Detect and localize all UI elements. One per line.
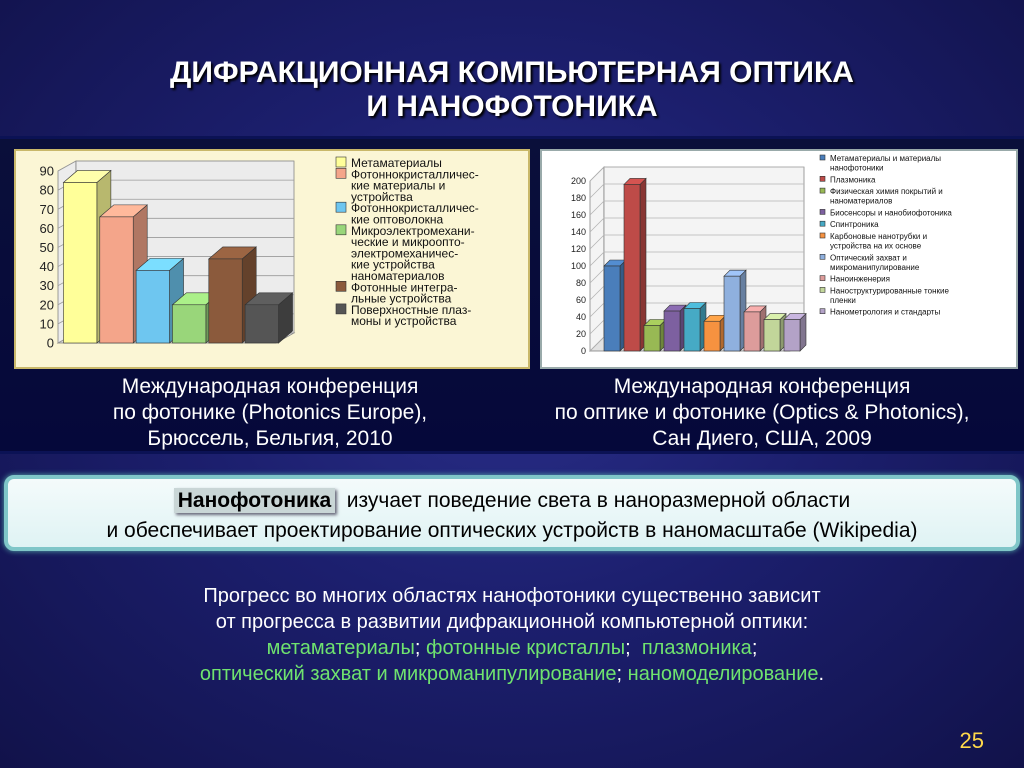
bar <box>744 312 760 351</box>
y-tick-label: 10 <box>39 316 54 332</box>
bar <box>604 266 620 351</box>
legend-label: кие оптоволокна <box>351 212 444 227</box>
legend-label: моны и устройства <box>351 314 457 329</box>
definition-line1-text: изучает поведение света в наноразмерной области <box>335 489 851 512</box>
y-tick-label: 40 <box>39 259 54 275</box>
legend-label: Физическая химия покрытий и <box>830 187 943 197</box>
legend-label: льные устройства <box>351 291 452 306</box>
definition-term: Нанофотоника <box>174 488 335 513</box>
caption-right-line: Сан Диего, США, 2009 <box>652 427 872 450</box>
separator: ; <box>414 637 426 659</box>
y-tick-label: 80 <box>39 182 54 198</box>
legend-label: Плазмоника <box>830 175 876 185</box>
bar <box>784 320 800 351</box>
bar <box>664 311 680 351</box>
legend-swatch <box>336 281 346 291</box>
bar <box>764 320 780 351</box>
legend-swatch <box>820 188 825 193</box>
item-photonic-crystals: фотонные кристаллы <box>425 637 626 659</box>
bar <box>63 182 96 343</box>
separator: ; <box>751 637 758 659</box>
y-tick-label: 60 <box>575 295 586 306</box>
caption-right <box>500 374 1024 452</box>
page-number: 25 <box>959 728 984 753</box>
y-tick-label: 0 <box>580 346 586 357</box>
legend-swatch <box>820 233 825 238</box>
separator: ; <box>625 637 642 659</box>
legend-label: пленки <box>830 295 856 305</box>
bar <box>209 259 242 343</box>
bar <box>704 321 720 351</box>
y-tick-label: 140 <box>570 227 586 238</box>
chart-optics-photonics <box>540 149 1018 369</box>
legend-label: микроманипулирование <box>830 262 920 272</box>
legend-label: устройства <box>351 189 413 204</box>
definition-box <box>4 475 1020 551</box>
bar <box>684 309 700 352</box>
item-metamaterials: метаматериалы <box>266 637 415 659</box>
legend-label: Биосенсоры и нанобиофотоника <box>830 208 952 218</box>
y-tick-label: 120 <box>570 244 586 255</box>
item-optical-trapping: оптический захват и микроманипулирование <box>199 663 617 685</box>
y-tick-label: 20 <box>575 329 586 340</box>
progress-line3 <box>0 636 1024 661</box>
y-tick-label: 200 <box>570 176 586 187</box>
chart-photonics-europe <box>14 149 530 369</box>
legend-swatch <box>820 209 825 214</box>
legend-label: Карбоновые нанотрубки и <box>830 232 928 241</box>
legend-label: Наноинженерия <box>830 274 890 284</box>
legend-swatch <box>820 254 825 259</box>
bar <box>245 305 278 343</box>
legend-label: наноматериалов <box>830 196 893 206</box>
legend-swatch <box>820 276 825 281</box>
legend-label: Фотоннокристалличес- <box>351 167 479 182</box>
y-tick-label: 180 <box>570 193 586 204</box>
legend-swatch <box>336 168 346 178</box>
caption-right-line: по оптике и фотонике (Optics & Photonics), <box>554 401 970 424</box>
legend-label: Метаматериалы и материалы <box>830 154 942 163</box>
bar <box>624 184 640 351</box>
legend-label: Наноструктурированные тонкие <box>830 286 949 296</box>
legend-swatch <box>820 155 825 160</box>
definition-line1 <box>8 489 1016 513</box>
y-tick-label: 70 <box>39 201 54 217</box>
bar <box>724 276 740 351</box>
legend-label: Метаматериалы <box>351 156 442 170</box>
legend-swatch <box>336 202 346 212</box>
y-tick-label: 60 <box>39 220 54 236</box>
caption-left-line: Брюссель, Бельгия, 2010 <box>147 427 393 450</box>
legend-label: нанофотоники <box>830 163 884 173</box>
legend-label: ческие и микроопто- <box>351 235 465 250</box>
y-tick-label: 160 <box>570 210 586 221</box>
progress-line2: от прогресса в развитии дифракционной компьютерной оптики: <box>215 611 809 633</box>
bar-side <box>800 314 806 351</box>
legend-label: устройства на их основе <box>830 241 922 251</box>
caption-left-line: Международная конференция <box>121 375 419 398</box>
separator: ; <box>616 663 628 685</box>
legend-label: кие устройства <box>351 257 435 272</box>
legend-label: Фотонные интегра- <box>351 280 458 295</box>
legend-label: Поверхностные плаз- <box>351 302 472 317</box>
y-tick-label: 80 <box>575 278 586 289</box>
bar <box>172 305 205 343</box>
bar <box>644 326 660 352</box>
caption-right-line: Международная конференция <box>613 375 911 398</box>
legend-swatch <box>336 304 346 314</box>
y-tick-label: 40 <box>575 312 586 323</box>
bar <box>100 217 133 343</box>
legend-swatch <box>820 221 825 226</box>
legend-label: наноматериалов <box>351 269 445 283</box>
chart-right-svg <box>542 151 1016 367</box>
chart-left-svg <box>16 151 528 367</box>
bar <box>136 270 169 343</box>
legend-swatch <box>820 176 825 181</box>
y-tick-label: 50 <box>39 239 54 255</box>
progress-line1: Прогресс во многих областях нанофотоники существенно зависит <box>203 585 821 607</box>
caption-left <box>20 374 520 452</box>
legend-swatch <box>820 287 825 292</box>
legend-swatch <box>336 225 346 235</box>
legend-swatch <box>820 309 825 314</box>
y-tick-label: 90 <box>39 163 54 179</box>
legend-label: Микроэлектромехани- <box>351 223 475 238</box>
y-tick-label: 20 <box>39 297 54 313</box>
legend-label: Оптический захват и <box>830 253 907 263</box>
progress-line4 <box>0 662 1024 687</box>
legend-label: Нанометрология и стандарты <box>830 307 941 317</box>
slide-title-line2: И НАНОФОТОНИКА <box>366 90 658 123</box>
definition-line2: и обеспечивает проектирование оптических устройств в наномасштабе (Wikipedia) <box>106 519 918 542</box>
legend-swatch <box>336 157 346 167</box>
item-nanomodeling: наномоделирование <box>627 663 819 685</box>
item-plasmonics: плазмоника <box>641 637 752 659</box>
y-tick-label: 30 <box>39 278 54 294</box>
legend-label: электромеханичес- <box>351 246 459 261</box>
legend-label: Спинтроника <box>830 220 879 230</box>
y-tick-label: 0 <box>46 335 54 351</box>
y-tick-label: 100 <box>570 261 586 272</box>
caption-left-line: по фотонике (Photonics Europe), <box>112 401 428 424</box>
slide-title-line1: ДИФРАКЦИОННАЯ КОМПЬЮТЕРНАЯ ОПТИКА <box>170 56 854 89</box>
separator: . <box>818 663 825 685</box>
legend-label: кие материалы и <box>351 178 446 193</box>
legend-label: Фотоннокристалличес- <box>351 201 479 216</box>
